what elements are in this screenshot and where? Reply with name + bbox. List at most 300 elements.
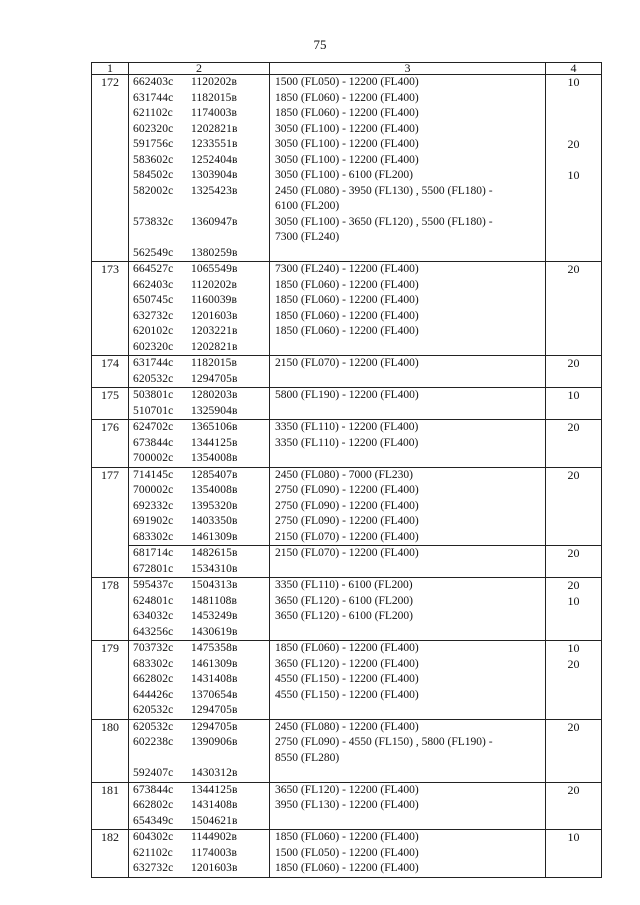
altitude-range: 2150 (FL070) - 12200 (FL400) (275, 530, 419, 543)
latitude: 634032c (133, 610, 174, 622)
value (546, 404, 601, 420)
table-row (92, 75, 602, 262)
latitude: 643256c (133, 625, 174, 638)
latitude: 632732c (133, 309, 174, 322)
header-col-3: 3 (270, 63, 546, 75)
longitude: 1380259в (191, 246, 238, 259)
coordinate-line (129, 404, 269, 420)
longitude: 1294705в (191, 372, 238, 385)
altitude-range (270, 246, 545, 262)
altitude-range: 1850 (FL060) - 12200 (FL400) (275, 325, 419, 337)
value (546, 91, 601, 107)
coordinate-line (129, 703, 269, 719)
altitude-range: 2450 (FL080) - 7000 (FL230) (275, 468, 413, 481)
value: 10 (567, 168, 580, 182)
value-cell (546, 830, 602, 878)
altitude-range: 1850 (FL060) - 12200 (FL400) (275, 831, 419, 843)
coordinate-line (129, 641, 269, 657)
latitude: 700002c (133, 484, 174, 496)
longitude: 1065549в (191, 263, 238, 275)
value (546, 199, 601, 215)
coordinate-line (129, 75, 269, 91)
longitude: 1390906в (191, 736, 238, 748)
coordinate-line (129, 766, 269, 782)
page-number: 75 (313, 37, 327, 52)
longitude: 1481108в (191, 594, 238, 607)
coordinate-line (129, 199, 269, 215)
value: 10 (567, 388, 580, 402)
coordinate-line (129, 168, 269, 184)
latitude: 602320c (133, 340, 174, 353)
coordinate-line (129, 215, 269, 231)
altitude-range (270, 562, 545, 578)
altitude-range: 3350 (FL110) - 6100 (FL200) (275, 579, 413, 591)
coordinate-line (129, 546, 269, 562)
coordinates-cell (129, 830, 270, 878)
group-number: 178 (92, 578, 129, 641)
longitude: 1294705в (191, 704, 238, 716)
coordinates-cell (129, 578, 270, 641)
value (546, 814, 601, 830)
value-cell (546, 719, 602, 782)
value (546, 483, 601, 499)
longitude: 1203221в (191, 325, 238, 337)
altitude-range: 1850 (FL060) - 12200 (FL400) (275, 107, 419, 119)
longitude: 1453249в (191, 610, 238, 622)
latitude: 673844c (133, 783, 174, 796)
latitude: 700002c (133, 452, 174, 464)
value (546, 309, 601, 325)
longitude: 1174003в (191, 107, 238, 119)
value: 20 (567, 356, 580, 370)
value (546, 861, 601, 877)
value: 20 (567, 578, 580, 592)
value (546, 798, 601, 814)
coordinates-cell (129, 388, 270, 420)
table-row (92, 467, 602, 546)
value (546, 846, 601, 862)
latitude: 582002c (133, 184, 174, 197)
coordinate-line (129, 735, 269, 751)
altitude-range: 7300 (FL240) (275, 231, 340, 243)
altitude-range: 3050 (FL100) - 12200 (FL400) (275, 138, 419, 150)
latitude: 654349c (133, 814, 174, 827)
value (546, 324, 601, 340)
value: 20 (567, 656, 580, 671)
table-row (92, 830, 602, 878)
latitude: 650745c (133, 294, 174, 306)
longitude: 1201603в (191, 309, 238, 322)
longitude: 1120202в (191, 278, 238, 291)
altitude-cell (270, 388, 546, 420)
value (546, 672, 601, 688)
altitude-cell (270, 420, 546, 468)
coordinate-line (129, 861, 269, 877)
longitude: 1534310в (191, 562, 238, 575)
altitude-range: 2750 (FL090) - 12200 (FL400) (275, 515, 419, 527)
coordinates-cell (129, 719, 270, 782)
latitude: 621102c (133, 107, 173, 119)
altitude-range: 8550 (FL280) (275, 751, 340, 764)
value: 10 (567, 830, 580, 844)
coordinates-cell (129, 467, 270, 546)
group-number: 175 (92, 388, 129, 420)
longitude: 1252404в (191, 153, 238, 166)
coordinate-line (129, 246, 269, 262)
altitude-range: 7300 (FL240) - 12200 (FL400) (275, 263, 419, 275)
value-cell (546, 641, 602, 720)
table-row (92, 262, 602, 356)
longitude: 1395320в (191, 499, 238, 512)
coordinate-line (129, 184, 269, 200)
coordinate-line (129, 499, 269, 515)
coordinate-line (129, 514, 269, 530)
value: 20 (567, 719, 580, 734)
altitude-range: 2450 (FL080) - 12200 (FL400) (275, 720, 419, 733)
latitude: 683302c (133, 530, 174, 543)
value (546, 372, 601, 388)
altitude-range: 3650 (FL120) - 12200 (FL400) (275, 657, 419, 670)
value-cell (546, 782, 602, 830)
coordinate-line (129, 798, 269, 814)
header-col-2: 2 (129, 63, 270, 75)
longitude: 1303904в (191, 169, 238, 181)
coordinate-line (129, 657, 269, 673)
latitude: 584502c (133, 169, 174, 181)
value (546, 153, 601, 169)
group-number: 182 (92, 830, 129, 878)
longitude: 1325423в (191, 184, 238, 197)
value (546, 278, 601, 294)
longitude: 1475358в (191, 642, 238, 654)
latitude: 583602c (133, 153, 174, 166)
value-cell (546, 578, 602, 641)
longitude: 1370654в (191, 688, 238, 701)
coordinates-cell (129, 546, 270, 578)
longitude: 1365106в (191, 421, 238, 433)
value (546, 293, 601, 309)
group-number: 181 (92, 782, 129, 830)
longitude: 1504313в (191, 579, 238, 591)
table-row (92, 420, 602, 468)
coordinate-line (129, 483, 269, 499)
coordinate-line (129, 153, 269, 169)
latitude: 683302c (133, 657, 174, 670)
longitude: 1344125в (191, 436, 238, 449)
value (546, 703, 601, 719)
latitude: 620532c (133, 372, 174, 385)
latitude: 621102c (133, 846, 173, 859)
coordinate-line (129, 594, 269, 610)
altitude-range: 1500 (FL050) - 12200 (FL400) (275, 76, 419, 88)
altitude-range: 1850 (FL060) - 12200 (FL400) (275, 278, 419, 291)
longitude: 1182015в (191, 357, 238, 369)
altitude-range: 3050 (FL100) - 12200 (FL400) (275, 122, 419, 135)
longitude: 1280203в (191, 389, 238, 401)
value (546, 514, 601, 530)
group-number: 174 (92, 356, 129, 388)
coordinate-line (129, 278, 269, 294)
altitude-range: 2750 (FL090) - 4550 (FL150) , 5800 (FL190) - (275, 736, 493, 748)
latitude: 632732c (133, 862, 174, 874)
longitude: 1430619в (191, 625, 238, 638)
altitude-range: 3650 (FL120) - 6100 (FL200) (275, 594, 413, 607)
coordinate-line (129, 388, 269, 404)
latitude: 691902c (133, 515, 174, 527)
coordinates-cell (129, 356, 270, 388)
value: 20 (567, 137, 580, 151)
altitude-range: 4550 (FL150) - 12200 (FL400) (275, 673, 419, 685)
value (546, 106, 601, 122)
value (546, 230, 601, 246)
altitude-cell (270, 467, 546, 546)
value: 10 (567, 75, 580, 89)
altitude-range (270, 372, 545, 388)
altitude-range (270, 451, 545, 467)
table-row (92, 719, 602, 782)
group-number: 180 (92, 719, 129, 782)
latitude: 662403c (133, 76, 174, 88)
longitude: 1431408в (191, 673, 238, 685)
altitude-range (270, 340, 545, 356)
value (546, 751, 601, 767)
altitude-cell (270, 641, 546, 720)
value: 20 (567, 546, 580, 560)
latitude: 692332c (133, 499, 174, 512)
value-cell (546, 75, 602, 262)
latitude: 602238c (133, 736, 174, 748)
altitude-range: 2450 (FL080) - 3950 (FL130) , 5500 (FL180) - (275, 184, 493, 197)
latitude: 573832c (133, 215, 174, 228)
group-number: 173 (92, 262, 129, 356)
coordinate-line (129, 625, 269, 641)
value-cell (546, 356, 602, 388)
longitude: 1285407в (191, 468, 238, 481)
longitude: 1354008в (191, 484, 238, 496)
value (546, 735, 601, 751)
value-cell (546, 420, 602, 468)
value (546, 215, 601, 231)
value-cell (546, 262, 602, 356)
value (546, 499, 601, 515)
altitude-range: 1850 (FL060) - 12200 (FL400) (275, 309, 419, 322)
latitude: 620102c (133, 325, 174, 337)
coordinate-line (129, 720, 269, 736)
latitude: 673844c (133, 436, 174, 449)
group-number (92, 546, 129, 578)
latitude: 503801c (133, 389, 174, 401)
altitude-range: 2750 (FL090) - 12200 (FL400) (275, 499, 419, 512)
value: 10 (567, 641, 580, 655)
value (546, 340, 601, 356)
coordinate-line (129, 372, 269, 388)
value-cell (546, 467, 602, 546)
latitude: 631744c (133, 357, 174, 369)
altitude-cell (270, 719, 546, 782)
coordinate-line (129, 293, 269, 309)
header-row (92, 63, 602, 75)
latitude: 662802c (133, 799, 174, 811)
latitude: 644426c (133, 688, 174, 701)
coordinate-line (129, 356, 269, 372)
altitude-range: 1850 (FL060) - 12200 (FL400) (275, 91, 419, 104)
latitude: 664527c (133, 263, 174, 275)
longitude: 1325904в (191, 404, 238, 417)
longitude: 1160039в (191, 294, 238, 306)
coordinate-line (129, 137, 269, 153)
table-row (92, 356, 602, 388)
coordinate-line (129, 609, 269, 625)
latitude: 662403c (133, 278, 174, 291)
value (546, 436, 601, 452)
altitude-range: 3050 (FL100) - 3650 (FL120) , 5500 (FL180) - (275, 215, 493, 228)
value: 20 (567, 467, 580, 482)
latitude: 562549c (133, 246, 174, 259)
coordinate-line (129, 783, 269, 799)
value: 20 (567, 262, 580, 276)
table-row (92, 546, 602, 578)
longitude: 1344125в (191, 783, 238, 796)
longitude: 1504621в (191, 814, 238, 827)
value-cell (546, 546, 602, 578)
coordinate-line (129, 688, 269, 704)
latitude: 591756c (133, 138, 174, 150)
longitude: 1201603в (191, 862, 238, 874)
coordinate-line (129, 106, 269, 122)
altitude-cell (270, 782, 546, 830)
latitude: 510701c (133, 404, 174, 417)
value (546, 451, 601, 467)
longitude: 1120202в (191, 76, 238, 88)
coordinate-line (129, 340, 269, 356)
value (546, 246, 601, 262)
longitude: 1182015в (191, 91, 238, 104)
altitude-range: 6100 (FL200) (275, 200, 340, 212)
longitude: 1202821в (191, 122, 238, 135)
longitude: 1430312в (191, 767, 238, 779)
altitude-range: 4550 (FL150) - 12200 (FL400) (275, 688, 419, 701)
value (546, 625, 601, 641)
value (546, 562, 601, 578)
table-row (92, 641, 602, 720)
longitude: 1144902в (191, 831, 238, 843)
header-col-1: 1 (92, 63, 129, 75)
coordinate-line (129, 91, 269, 107)
latitude: 681714c (133, 547, 174, 559)
altitude-cell (270, 578, 546, 641)
table-row (92, 388, 602, 420)
altitude-range: 1850 (FL060) - 12200 (FL400) (275, 294, 419, 306)
coordinates-cell (129, 420, 270, 468)
coordinate-line (129, 578, 269, 594)
latitude: 595437c (133, 579, 174, 591)
header-col-4: 4 (546, 63, 602, 75)
value (546, 184, 601, 200)
coordinates-cell (129, 641, 270, 720)
altitude-range (270, 404, 545, 420)
coordinate-line (129, 262, 269, 278)
longitude: 1431408в (191, 799, 238, 811)
longitude: 1294705в (191, 720, 238, 733)
latitude: 624801c (133, 594, 174, 607)
altitude-range: 3050 (FL100) - 6100 (FL200) (275, 169, 413, 181)
latitude: 624702c (133, 421, 174, 433)
coordinate-line (129, 562, 269, 578)
table-row (92, 578, 602, 641)
coordinate-line (129, 830, 269, 846)
value (546, 609, 601, 625)
airspace-table (91, 62, 602, 878)
value (546, 530, 601, 546)
coordinate-line (129, 814, 269, 830)
longitude: 1360947в (191, 215, 238, 228)
value-cell (546, 388, 602, 420)
group-number: 172 (92, 75, 129, 262)
altitude-range: 2150 (FL070) - 12200 (FL400) (275, 357, 419, 369)
coordinate-line (129, 846, 269, 862)
longitude: 1233551в (191, 138, 238, 150)
altitude-range: 3050 (FL100) - 12200 (FL400) (275, 153, 419, 166)
group-number: 177 (92, 467, 129, 546)
coordinate-line (129, 672, 269, 688)
altitude-range: 2150 (FL070) - 12200 (FL400) (275, 547, 419, 559)
coordinate-line (129, 530, 269, 546)
altitude-range: 1500 (FL050) - 12200 (FL400) (275, 846, 419, 859)
altitude-cell (270, 356, 546, 388)
longitude: 1174003в (191, 846, 238, 859)
altitude-range (270, 703, 545, 719)
altitude-range: 3350 (FL110) - 12200 (FL400) (275, 436, 419, 449)
value (546, 688, 601, 704)
coordinate-line (129, 468, 269, 484)
coordinate-line (129, 324, 269, 340)
coordinate-line (129, 751, 269, 767)
table-row (92, 782, 602, 830)
altitude-range: 3950 (FL130) - 12200 (FL400) (275, 799, 419, 811)
latitude: 620532c (133, 704, 174, 716)
group-number: 176 (92, 420, 129, 468)
coordinate-line (129, 420, 269, 436)
latitude: 604302c (133, 831, 174, 843)
latitude: 672801c (133, 562, 174, 575)
coordinates-cell (129, 262, 270, 356)
coordinate-line (129, 122, 269, 138)
altitude-range: 2750 (FL090) - 12200 (FL400) (275, 484, 419, 496)
altitude-range: 1850 (FL060) - 12200 (FL400) (275, 642, 419, 654)
altitude-range: 3650 (FL120) - 12200 (FL400) (275, 783, 419, 796)
latitude: 714145c (133, 468, 174, 481)
value: 10 (567, 593, 580, 608)
altitude-cell (270, 546, 546, 578)
latitude: 631744c (133, 91, 174, 104)
altitude-range: 5800 (FL190) - 12200 (FL400) (275, 389, 419, 401)
longitude: 1403350в (191, 515, 238, 527)
altitude-range (270, 814, 545, 830)
coordinate-line (129, 230, 269, 246)
altitude-range (270, 625, 545, 641)
altitude-range: 3650 (FL120) - 6100 (FL200) (275, 610, 413, 622)
coordinates-cell (129, 75, 270, 262)
longitude: 1354008в (191, 452, 238, 464)
group-number: 179 (92, 641, 129, 720)
altitude-cell (270, 262, 546, 356)
latitude: 592407c (133, 767, 174, 779)
altitude-range (270, 766, 545, 782)
coordinate-line (129, 436, 269, 452)
latitude: 620532c (133, 720, 174, 733)
value: 20 (567, 782, 580, 797)
latitude: 602320c (133, 122, 174, 135)
